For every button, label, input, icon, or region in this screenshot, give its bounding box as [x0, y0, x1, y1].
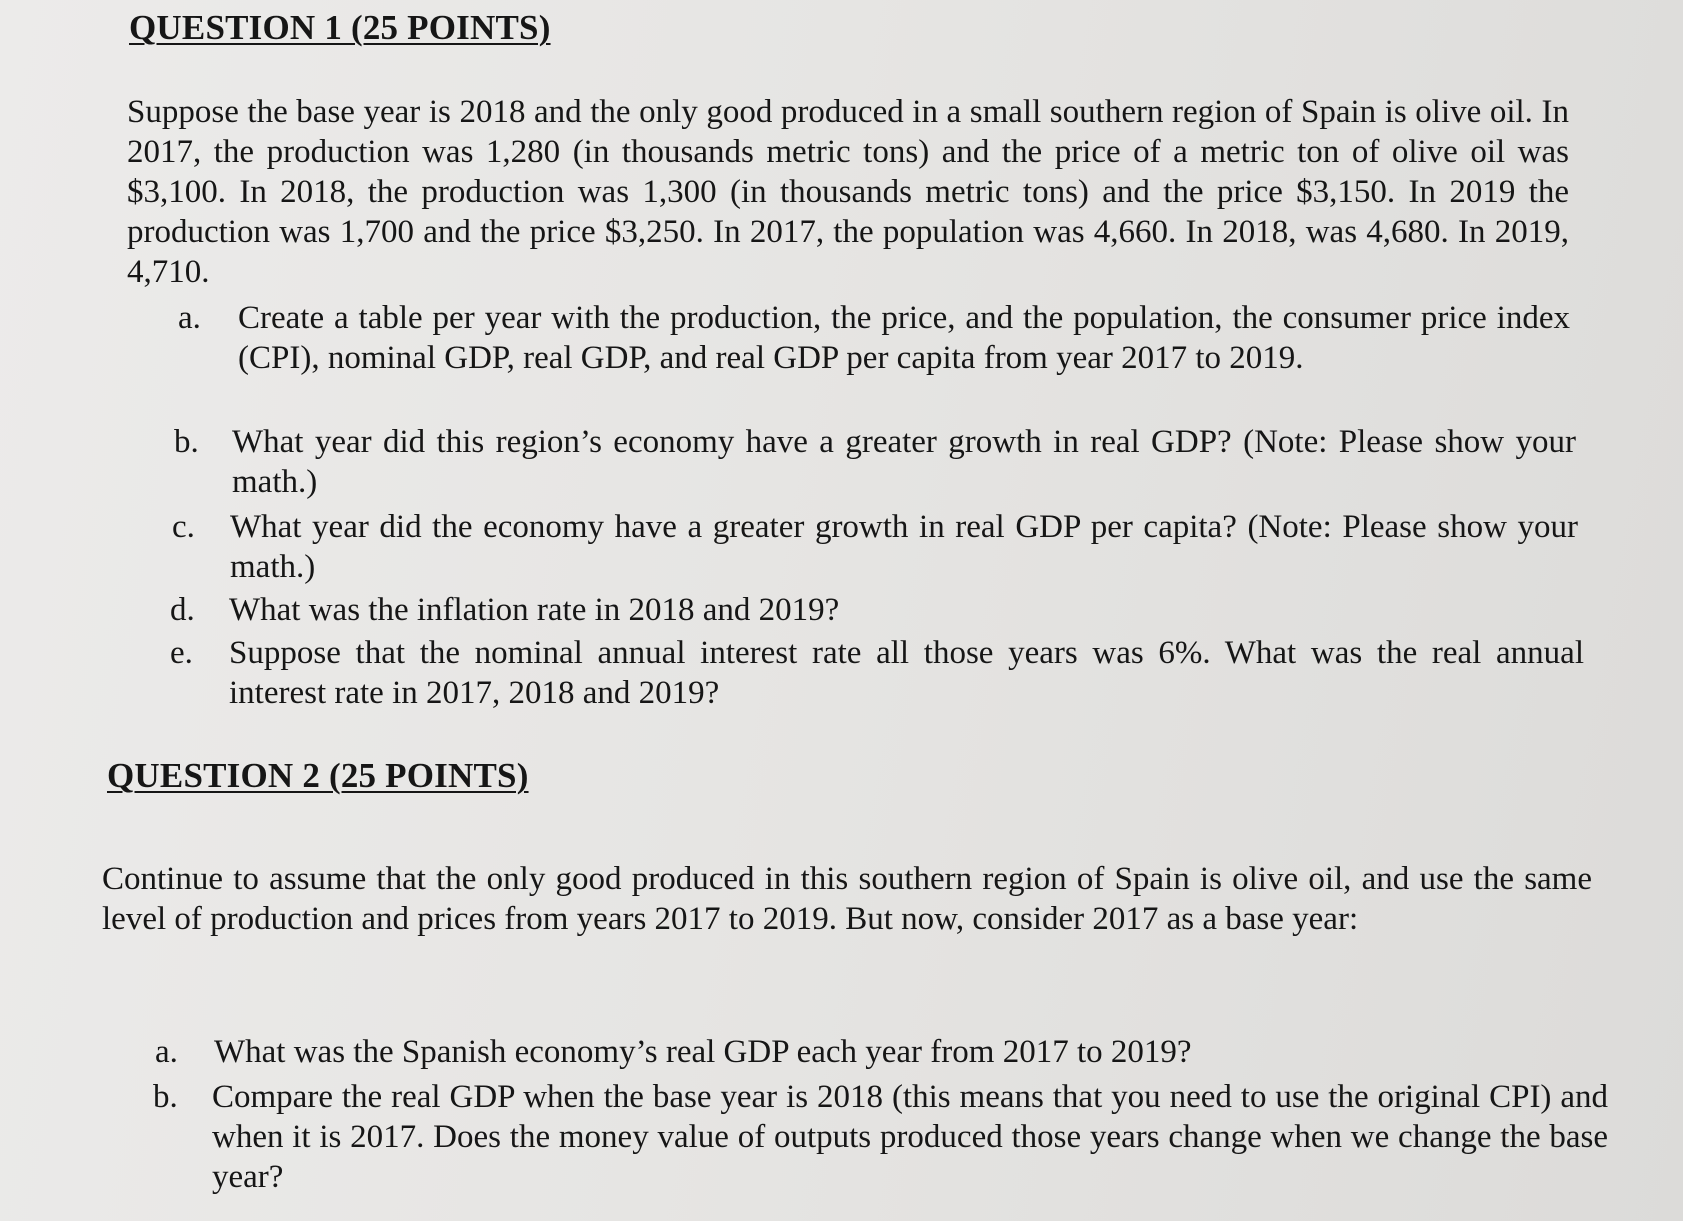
item-marker: b. — [174, 424, 199, 460]
item-marker: a. — [155, 1034, 178, 1070]
item-text: What year did the economy have a greater growth in real GDP per capita? (Note: Please show your math.) — [230, 509, 1578, 585]
item-text: Suppose that the nominal annual interest rate all those years was 6%. What was the real annual interest rate in 2017, 2018 and 2019? — [229, 635, 1584, 711]
item-marker: c. — [172, 509, 195, 545]
item-text: What year did this region’s economy have a greater growth in real GDP? (Note: Please show your math.) — [232, 424, 1576, 500]
item-text: What was the inflation rate in 2018 and 2019? — [229, 592, 840, 628]
item-marker: b. — [153, 1079, 178, 1115]
question-1-intro: Suppose the base year is 2018 and the only good produced in a small southern region of Spain is olive oil. In 2017, the production was 1,280 (in thousands metric tons) and the price of a metric ton of olive oil was $3,100. In 2018, the production was 1,300 (in thousands metric tons) and the price $3,150. In 2019 the production was 1,700 and the price $3,250. In 2017, the population was 4,660. In 2018, was 4,680. In 2019, 4,710. — [127, 94, 1569, 290]
item-marker: d. — [170, 592, 195, 628]
question-2-intro: Continue to assume that the only good produced in this southern region of Spain is olive oil, and use the same level of production and prices from years 2017 to 2019. But now, consider 2017 as a base year: — [102, 861, 1592, 937]
question-2-heading: QUESTION 2 (25 POINTS) — [107, 756, 529, 795]
item-marker: e. — [170, 635, 193, 671]
item-text: What was the Spanish economy’s real GDP each year from 2017 to 2019? — [214, 1034, 1192, 1070]
question-1-heading: QUESTION 1 (25 POINTS) — [129, 8, 551, 47]
item-text: Create a table per year with the production, the price, and the population, the consumer price index (CPI), nominal GDP, real GDP, and real GDP per capita from year 2017 to 2019. — [238, 300, 1570, 376]
item-text: Compare the real GDP when the base year is 2018 (this means that you need to use the original CPI) and when it is 2017. Does the money value of outputs produced those years change when we change the base year? — [212, 1079, 1608, 1195]
item-marker: a. — [178, 300, 201, 336]
